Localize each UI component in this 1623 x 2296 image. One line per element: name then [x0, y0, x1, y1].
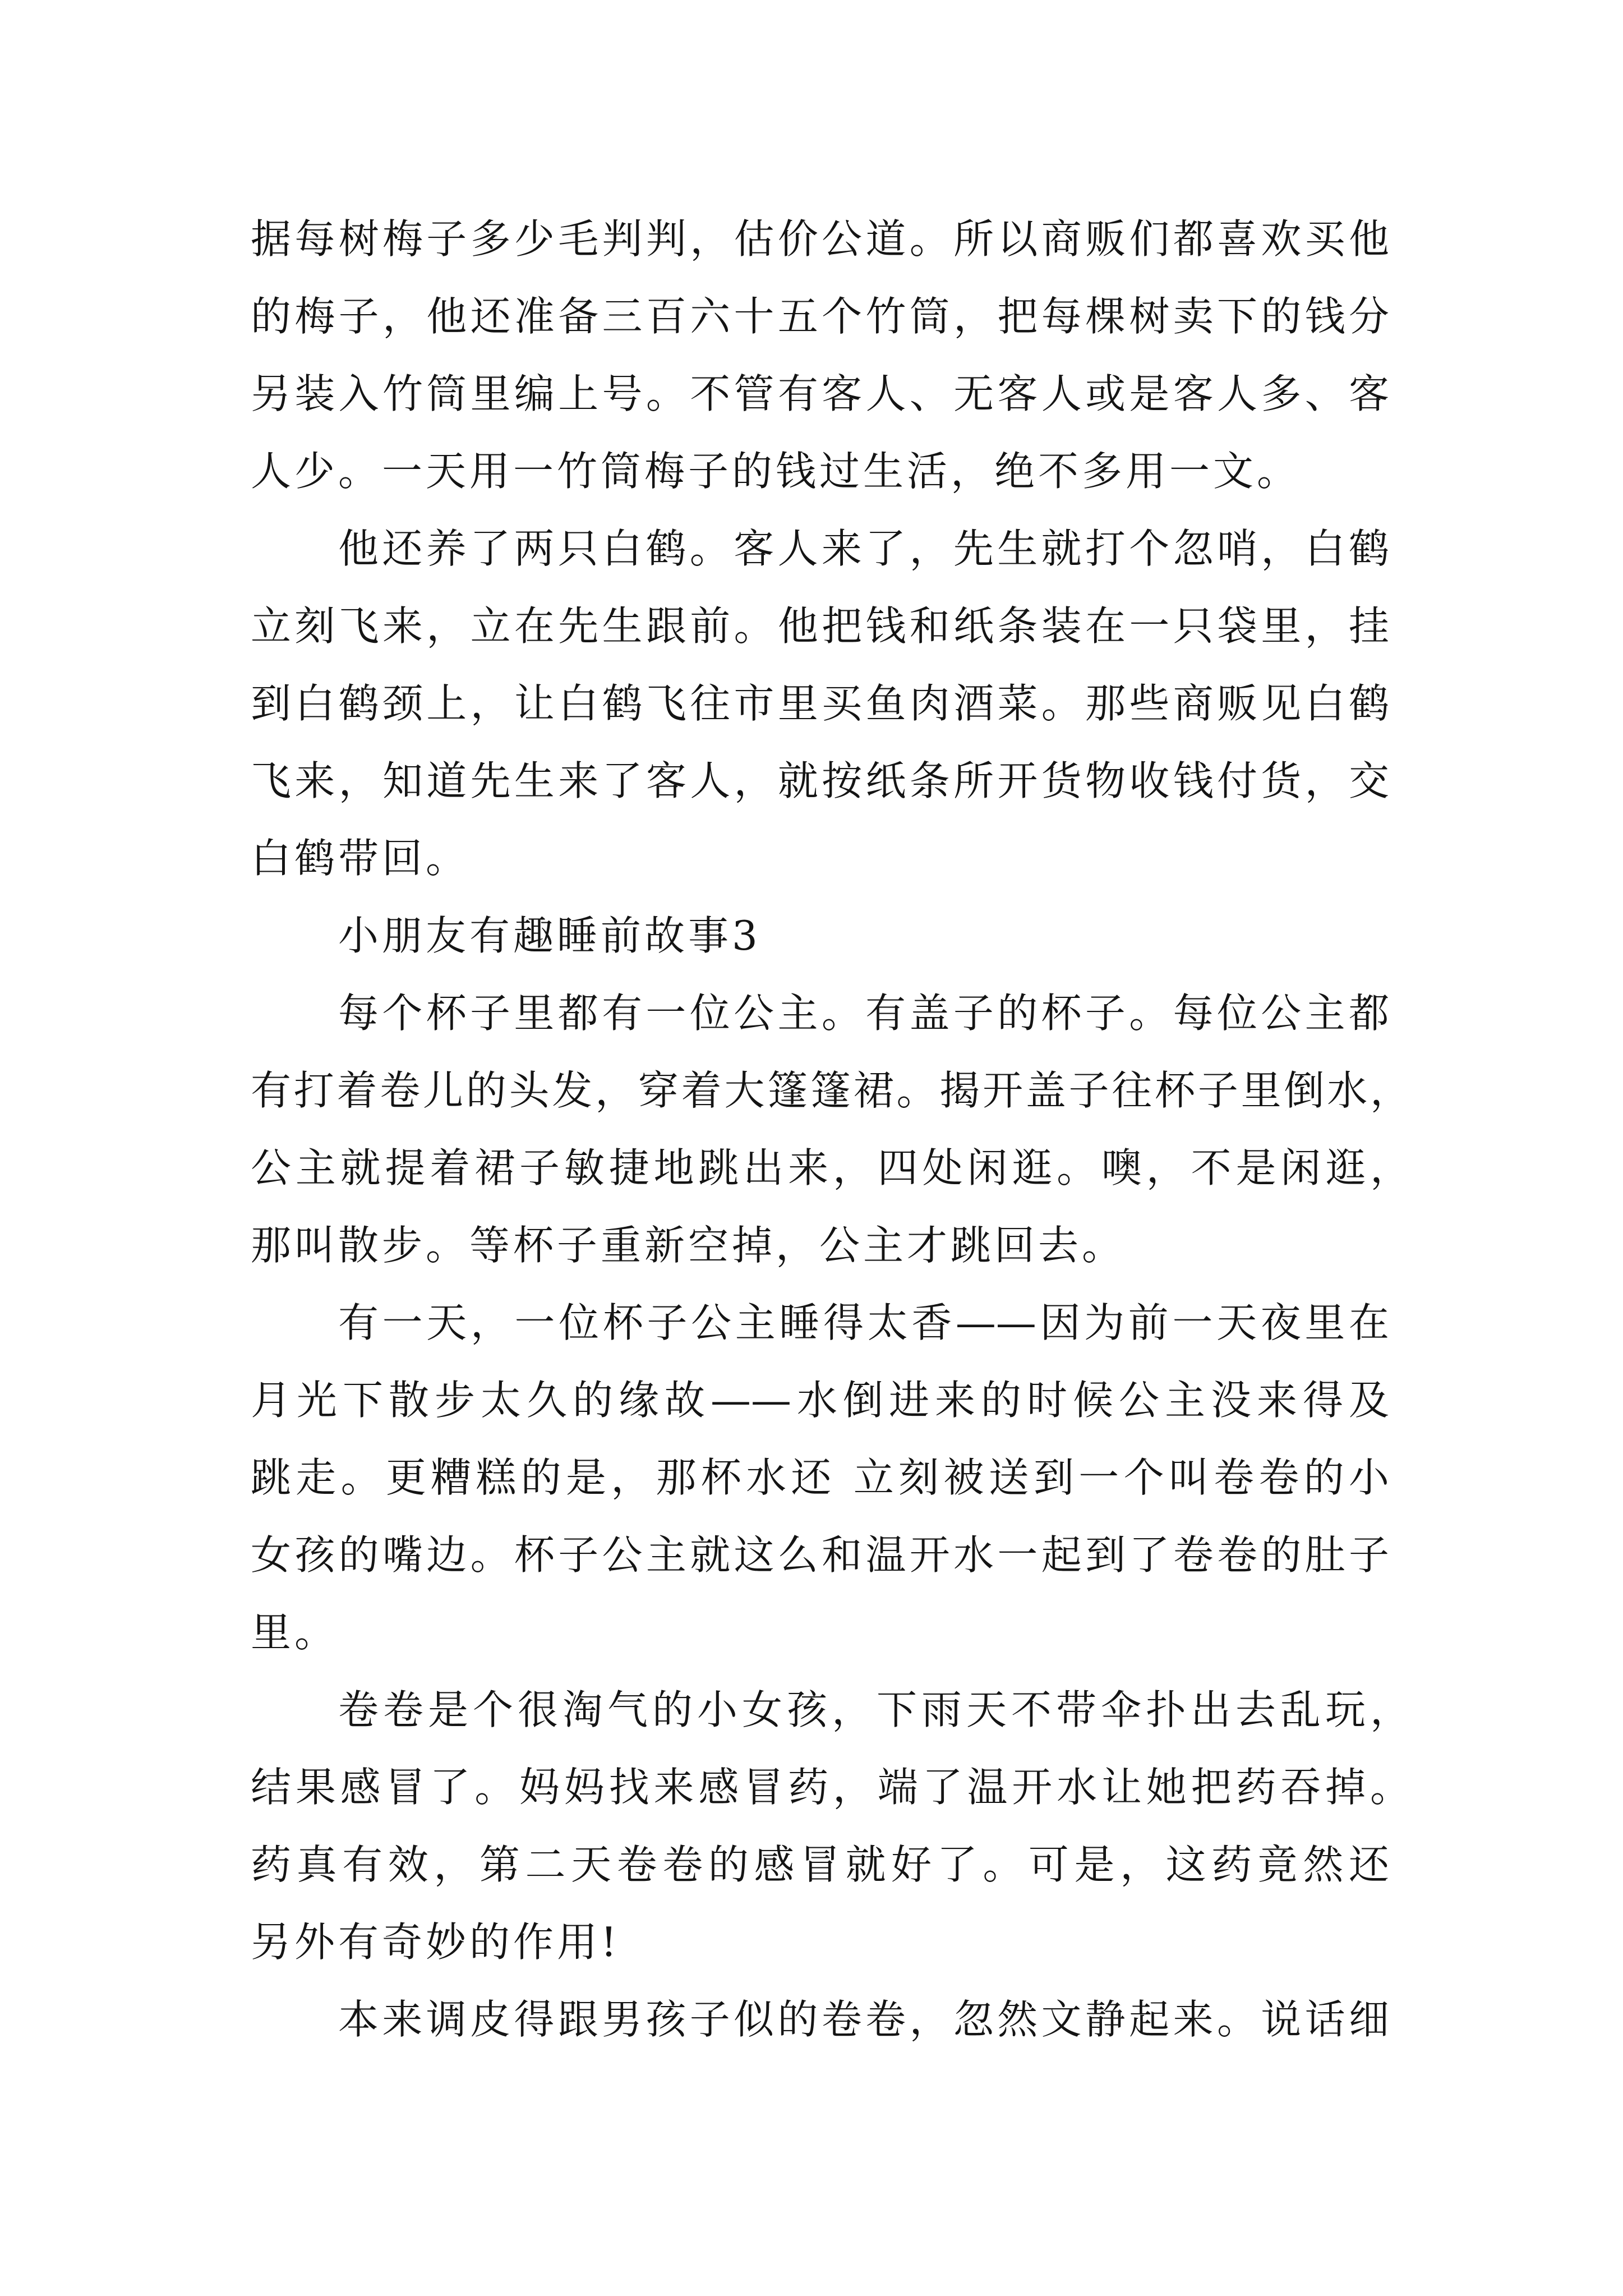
paragraph: [251, 974, 1412, 1284]
paragraph: [251, 1981, 1412, 2058]
text-line: 卷卷是个很淘气的小女孩，下雨天不带伞扑出去乱玩，: [338, 1686, 1410, 1733]
paragraph: [251, 1284, 1412, 1671]
text-line: 月光下散步太久的缘故——水倒进来的时候公主没来得及: [251, 1377, 1389, 1424]
text-line: 跳走。更糟糕的是，那杯水还 立刻被送到一个叫卷卷的小: [251, 1454, 1389, 1501]
text-line: 每个杯子里都有一位公主。有盖子的杯子。每位公主都: [338, 990, 1389, 1037]
text-line: 药真有效，第二天卷卷的感冒就好了。可是，这药竟然还: [251, 1841, 1389, 1888]
text-line: 有打着卷儿的头发，穿着大篷篷裙。揭开盖子往杯子里倒水，: [251, 1067, 1410, 1114]
text-line: 的梅子，他还准备三百六十五个竹筒，把每棵树卖下的钱分: [251, 293, 1389, 340]
text-line: 公主就提着裙子敏捷地跳出来，四处闲逛。噢，不是闲逛，: [251, 1144, 1410, 1191]
section-title: 小朋友有趣睡前故事3: [338, 912, 761, 959]
text-line: 白鹤带回。: [251, 835, 470, 882]
text-line: 人少。一天用一竹筒梅子的钱过生活，绝不多用一文。: [251, 448, 1301, 495]
text-line: 他还养了两只白鹤。客人来了，先生就打个忽哨，白鹤: [338, 525, 1389, 572]
text-line: 到白鹤颈上，让白鹤飞往市里买鱼肉酒菜。那些商贩见白鹤: [251, 680, 1389, 727]
paragraph: [251, 1671, 1412, 1981]
text-line: 那叫散步。等杯子重新空掉，公主才跳回去。: [251, 1222, 1126, 1269]
text-line: 里。: [251, 1609, 339, 1656]
text-line: 结果感冒了。妈妈找来感冒药，端了温开水让她把药吞掉。: [251, 1764, 1410, 1811]
text-line: 据每树梅子多少毛判判，估价公道。所以商贩们都喜欢买他: [251, 215, 1389, 263]
text-line: 另装入竹筒里编上号。不管有客人、无客人或是客人多、客: [251, 370, 1389, 417]
paragraph: [251, 200, 1412, 510]
text-line: 有一天，一位杯子公主睡得太香——因为前一天夜里在: [338, 1299, 1389, 1346]
document-body: [251, 200, 1412, 2058]
text-line: 立刻飞来，立在先生跟前。他把钱和纸条装在一只袋里，挂: [251, 602, 1389, 650]
text-line: 本来调皮得跟男孩子似的卷卷，忽然文静起来。说话细: [338, 1996, 1389, 2043]
text-line: 另外有奇妙的作用!: [251, 1918, 620, 1966]
text-line: 女孩的嘴边。杯子公主就这么和温开水一起到了卷卷的肚子: [251, 1531, 1389, 1579]
text-line: 飞来，知道先生来了客人，就按纸条所开货物收钱付货，交: [251, 757, 1389, 804]
paragraph: [251, 510, 1412, 897]
